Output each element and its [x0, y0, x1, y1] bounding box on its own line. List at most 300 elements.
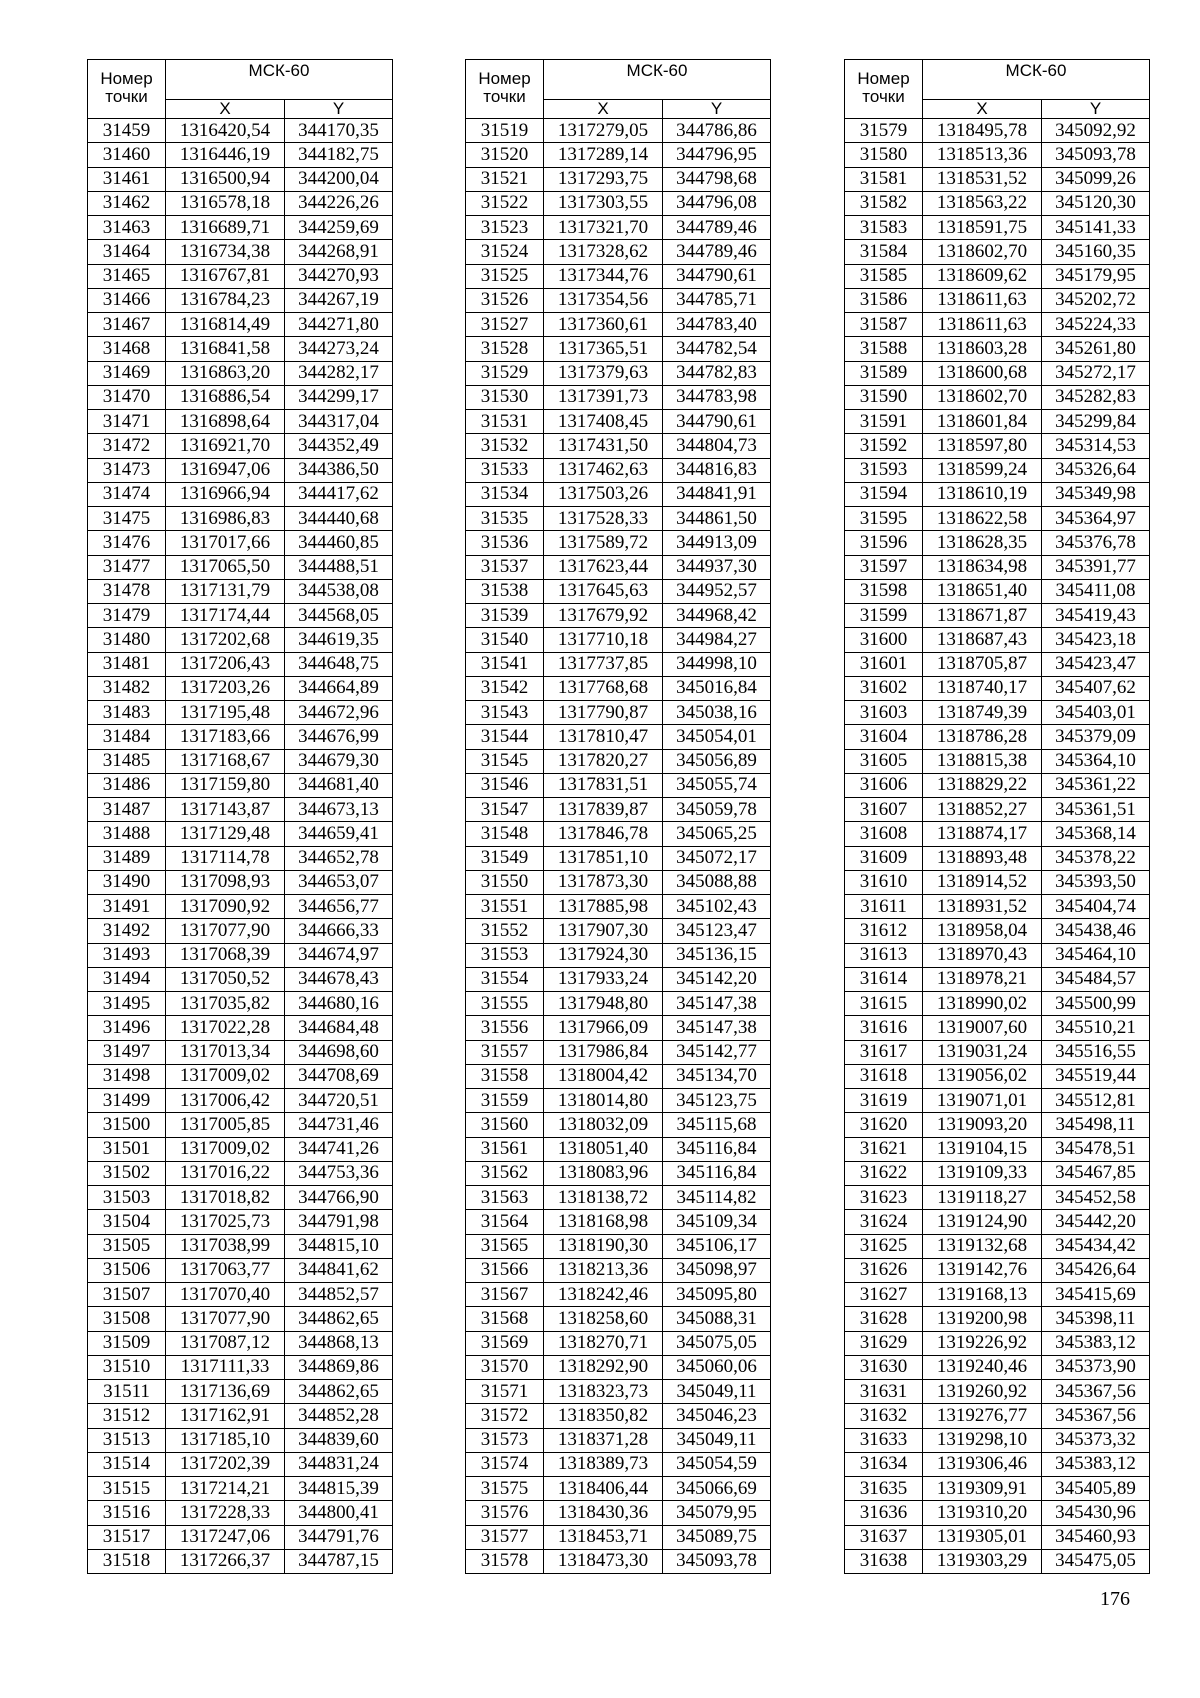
- table-row: [88, 1283, 393, 1307]
- y-coordinate-cell: 345383,12: [1042, 1331, 1150, 1355]
- y-coordinate-cell: 345314,53: [1042, 434, 1150, 458]
- table-row: [845, 1089, 1150, 1113]
- point-number-cell: 31536: [466, 531, 544, 555]
- y-coordinate-cell: 345510,21: [1042, 1016, 1150, 1040]
- coordinate-system-header: МСК-60: [544, 60, 771, 100]
- point-number-cell: 31578: [466, 1549, 544, 1573]
- point-number-cell: 31592: [845, 434, 923, 458]
- x-coordinate-cell: 1317131,79: [166, 579, 285, 603]
- y-coordinate-cell: 345059,78: [663, 798, 771, 822]
- point-number-cell: 31542: [466, 676, 544, 700]
- y-coordinate-cell: 344659,41: [285, 822, 393, 846]
- y-coordinate-cell: 345373,90: [1042, 1355, 1150, 1379]
- table-row: [466, 579, 771, 603]
- table-row: [845, 919, 1150, 943]
- table-row: [88, 1186, 393, 1210]
- x-coordinate-cell: 1318970,43: [923, 943, 1042, 967]
- point-number-cell: 31520: [466, 143, 544, 167]
- point-number-cell: 31573: [466, 1428, 544, 1452]
- point-number-cell: 31595: [845, 507, 923, 531]
- table-row: [88, 749, 393, 773]
- x-coordinate-cell: 1317710,18: [544, 628, 663, 652]
- table-row: [845, 119, 1150, 143]
- point-number-cell: 31466: [88, 288, 166, 312]
- y-coordinate-cell: 344791,98: [285, 1210, 393, 1234]
- point-number-cell: 31527: [466, 313, 544, 337]
- y-coordinate-cell: 345142,77: [663, 1040, 771, 1064]
- point-number-cell: 31601: [845, 652, 923, 676]
- table-row: [845, 1404, 1150, 1428]
- x-coordinate-cell: 1318611,63: [923, 313, 1042, 337]
- x-coordinate-cell: 1316886,54: [166, 385, 285, 409]
- x-coordinate-cell: 1318601,84: [923, 410, 1042, 434]
- x-coordinate-cell: 1318350,82: [544, 1404, 663, 1428]
- point-number-cell: 31525: [466, 264, 544, 288]
- x-coordinate-cell: 1316784,23: [166, 288, 285, 312]
- x-coordinate-cell: 1319309,91: [923, 1477, 1042, 1501]
- y-coordinate-cell: 344789,46: [663, 216, 771, 240]
- y-coordinate-cell: 344226,26: [285, 191, 393, 215]
- point-number-cell: 31469: [88, 361, 166, 385]
- y-coordinate-cell: 345179,95: [1042, 264, 1150, 288]
- table-row: [466, 652, 771, 676]
- y-coordinate-cell: 345038,16: [663, 701, 771, 725]
- x-coordinate-cell: 1317360,61: [544, 313, 663, 337]
- x-coordinate-cell: 1317077,90: [166, 1307, 285, 1331]
- y-coordinate-cell: 345123,75: [663, 1089, 771, 1113]
- y-coordinate-cell: 345115,68: [663, 1113, 771, 1137]
- point-number-cell: 31562: [466, 1161, 544, 1185]
- table-row: [466, 434, 771, 458]
- point-number-cell: 31492: [88, 919, 166, 943]
- x-coordinate-cell: 1317136,69: [166, 1380, 285, 1404]
- y-coordinate-cell: 344273,24: [285, 337, 393, 361]
- x-coordinate-cell: 1317202,39: [166, 1452, 285, 1476]
- y-coordinate-cell: 345224,33: [1042, 313, 1150, 337]
- x-coordinate-cell: 1317065,50: [166, 555, 285, 579]
- x-coordinate-cell: 1316446,19: [166, 143, 285, 167]
- table-row: [845, 1307, 1150, 1331]
- point-number-cell: 31609: [845, 846, 923, 870]
- table-row: [466, 240, 771, 264]
- table-row: [845, 579, 1150, 603]
- x-coordinate-cell: 1318051,40: [544, 1137, 663, 1161]
- point-number-cell: 31547: [466, 798, 544, 822]
- x-coordinate-cell: 1317645,63: [544, 579, 663, 603]
- point-number-cell: 31526: [466, 288, 544, 312]
- x-coordinate-cell: 1319104,15: [923, 1137, 1042, 1161]
- y-coordinate-cell: 345411,08: [1042, 579, 1150, 603]
- point-number-cell: 31596: [845, 531, 923, 555]
- x-coordinate-cell: 1316814,49: [166, 313, 285, 337]
- table-row: [845, 1549, 1150, 1573]
- point-number-cell: 31546: [466, 773, 544, 797]
- point-number-cell: 31603: [845, 701, 923, 725]
- x-coordinate-cell: 1316578,18: [166, 191, 285, 215]
- table-row: [466, 1161, 771, 1185]
- point-number-cell: 31537: [466, 555, 544, 579]
- y-coordinate-cell: 344708,69: [285, 1064, 393, 1088]
- x-coordinate-cell: 1317228,33: [166, 1501, 285, 1525]
- x-coordinate-cell: 1317344,76: [544, 264, 663, 288]
- y-coordinate-cell: 344352,49: [285, 434, 393, 458]
- table-row: [466, 1380, 771, 1404]
- point-number-cell: 31489: [88, 846, 166, 870]
- y-coordinate-cell: 344913,09: [663, 531, 771, 555]
- x-coordinate-cell: 1317623,44: [544, 555, 663, 579]
- y-header: Y: [1042, 100, 1150, 119]
- y-coordinate-cell: 344868,13: [285, 1331, 393, 1355]
- x-coordinate-cell: 1317009,02: [166, 1137, 285, 1161]
- y-coordinate-cell: 344417,62: [285, 482, 393, 506]
- table-row: [88, 1040, 393, 1064]
- point-number-cell: 31628: [845, 1307, 923, 1331]
- y-coordinate-cell: 344680,16: [285, 992, 393, 1016]
- y-coordinate-cell: 345364,97: [1042, 507, 1150, 531]
- point-number-cell: 31515: [88, 1477, 166, 1501]
- table-row: [845, 143, 1150, 167]
- table-row: [845, 288, 1150, 312]
- point-number-cell: 31471: [88, 410, 166, 434]
- y-coordinate-cell: 344782,54: [663, 337, 771, 361]
- table-row: [466, 1234, 771, 1258]
- y-coordinate-cell: 345512,81: [1042, 1089, 1150, 1113]
- y-coordinate-cell: 345393,50: [1042, 870, 1150, 894]
- x-coordinate-cell: 1316500,94: [166, 167, 285, 191]
- y-coordinate-cell: 345093,78: [663, 1549, 771, 1573]
- y-coordinate-cell: 345060,06: [663, 1355, 771, 1379]
- point-number-cell: 31484: [88, 725, 166, 749]
- table-row: [845, 531, 1150, 555]
- table-row: [466, 919, 771, 943]
- x-coordinate-cell: 1319056,02: [923, 1064, 1042, 1088]
- point-number-cell: 31524: [466, 240, 544, 264]
- point-number-cell: 31540: [466, 628, 544, 652]
- table-row: [88, 531, 393, 555]
- table-row: [88, 1210, 393, 1234]
- point-number-cell: 31614: [845, 967, 923, 991]
- y-coordinate-cell: 345407,62: [1042, 676, 1150, 700]
- point-number-cell: 31500: [88, 1113, 166, 1137]
- x-coordinate-cell: 1319142,76: [923, 1258, 1042, 1282]
- x-coordinate-cell: 1317159,80: [166, 773, 285, 797]
- table-row: [466, 167, 771, 191]
- table-row: [845, 1186, 1150, 1210]
- table-row: [88, 264, 393, 288]
- table-row: [88, 410, 393, 434]
- table-row: [466, 1307, 771, 1331]
- point-number-cell: 31633: [845, 1428, 923, 1452]
- point-number-cell: 31636: [845, 1501, 923, 1525]
- point-number-cell: 31572: [466, 1404, 544, 1428]
- table-row: [845, 361, 1150, 385]
- y-coordinate-cell: 344831,24: [285, 1452, 393, 1476]
- x-coordinate-cell: 1316986,83: [166, 507, 285, 531]
- y-coordinate-cell: 345498,11: [1042, 1113, 1150, 1137]
- x-coordinate-cell: 1318389,73: [544, 1452, 663, 1476]
- table-row: [466, 1210, 771, 1234]
- point-number-cell: 31513: [88, 1428, 166, 1452]
- x-coordinate-cell: 1319260,92: [923, 1380, 1042, 1404]
- x-coordinate-cell: 1318931,52: [923, 895, 1042, 919]
- point-number-cell: 31530: [466, 385, 544, 409]
- table-row: [88, 1064, 393, 1088]
- table-row: [466, 482, 771, 506]
- y-coordinate-cell: 344317,04: [285, 410, 393, 434]
- table-row: [88, 870, 393, 894]
- point-number-cell: 31463: [88, 216, 166, 240]
- x-coordinate-cell: 1317035,82: [166, 992, 285, 1016]
- point-number-cell: 31623: [845, 1186, 923, 1210]
- y-coordinate-cell: 344488,51: [285, 555, 393, 579]
- y-coordinate-cell: 345054,59: [663, 1452, 771, 1476]
- y-coordinate-cell: 344267,19: [285, 288, 393, 312]
- x-coordinate-cell: 1317790,87: [544, 701, 663, 725]
- y-coordinate-cell: 345478,51: [1042, 1137, 1150, 1161]
- point-number-cell: 31534: [466, 482, 544, 506]
- table-row: [466, 1258, 771, 1282]
- point-number-cell: 31620: [845, 1113, 923, 1137]
- table-row: [466, 288, 771, 312]
- x-coordinate-cell: 1317831,51: [544, 773, 663, 797]
- y-coordinate-cell: 344984,27: [663, 628, 771, 652]
- x-coordinate-cell: 1318563,22: [923, 191, 1042, 215]
- y-coordinate-cell: 345088,88: [663, 870, 771, 894]
- y-coordinate-cell: 345056,89: [663, 749, 771, 773]
- y-coordinate-cell: 345116,84: [663, 1137, 771, 1161]
- table-row: [88, 119, 393, 143]
- y-coordinate-cell: 345367,56: [1042, 1404, 1150, 1428]
- table-row: [845, 798, 1150, 822]
- x-coordinate-cell: 1318634,98: [923, 555, 1042, 579]
- point-number-cell: 31587: [845, 313, 923, 337]
- table-row: [88, 1258, 393, 1282]
- y-coordinate-cell: 345423,47: [1042, 652, 1150, 676]
- table-row: [466, 191, 771, 215]
- point-number-cell: 31591: [845, 410, 923, 434]
- x-coordinate-cell: 1317379,63: [544, 361, 663, 385]
- table-row: [88, 1549, 393, 1573]
- point-number-cell: 31631: [845, 1380, 923, 1404]
- point-number-cell: 31532: [466, 434, 544, 458]
- table-row: [88, 507, 393, 531]
- table-row: [466, 1525, 771, 1549]
- y-coordinate-cell: 345376,78: [1042, 531, 1150, 555]
- table-row: [88, 458, 393, 482]
- table-row: [88, 943, 393, 967]
- point-number-cell: 31619: [845, 1089, 923, 1113]
- point-number-cell: 31507: [88, 1283, 166, 1307]
- y-coordinate-cell: 344652,78: [285, 846, 393, 870]
- y-coordinate-cell: 344861,50: [663, 507, 771, 531]
- point-number-cell: 31491: [88, 895, 166, 919]
- y-coordinate-cell: 344804,73: [663, 434, 771, 458]
- coordinates-table-1: [87, 59, 393, 1574]
- point-number-cell: 31635: [845, 1477, 923, 1501]
- coordinates-table-2: [465, 59, 771, 1574]
- table-row: [466, 313, 771, 337]
- x-coordinate-cell: 1318687,43: [923, 628, 1042, 652]
- x-coordinate-cell: 1318628,35: [923, 531, 1042, 555]
- y-coordinate-cell: 345099,26: [1042, 167, 1150, 191]
- table-row: [466, 1064, 771, 1088]
- point-number-cell: 31501: [88, 1137, 166, 1161]
- point-number-cell: 31589: [845, 361, 923, 385]
- y-coordinate-cell: 345106,17: [663, 1234, 771, 1258]
- x-coordinate-cell: 1319168,13: [923, 1283, 1042, 1307]
- y-coordinate-cell: 345066,69: [663, 1477, 771, 1501]
- y-coordinate-cell: 344678,43: [285, 967, 393, 991]
- x-coordinate-cell: 1317009,02: [166, 1064, 285, 1088]
- table-row: [88, 1331, 393, 1355]
- table-row: [88, 579, 393, 603]
- y-coordinate-cell: 344787,15: [285, 1549, 393, 1573]
- point-number-cell: 31504: [88, 1210, 166, 1234]
- x-coordinate-cell: 1317321,70: [544, 216, 663, 240]
- table-row: [845, 967, 1150, 991]
- x-coordinate-cell: 1316734,38: [166, 240, 285, 264]
- point-number-cell: 31508: [88, 1307, 166, 1331]
- y-coordinate-cell: 345141,33: [1042, 216, 1150, 240]
- y-coordinate-cell: 345109,34: [663, 1210, 771, 1234]
- x-header: X: [923, 100, 1042, 119]
- table-row: [466, 1283, 771, 1307]
- x-coordinate-cell: 1318531,52: [923, 167, 1042, 191]
- x-coordinate-cell: 1319109,33: [923, 1161, 1042, 1185]
- table-row: [466, 967, 771, 991]
- table-row: [466, 846, 771, 870]
- x-coordinate-cell: 1318292,90: [544, 1355, 663, 1379]
- table-row: [466, 1477, 771, 1501]
- table-row: [845, 846, 1150, 870]
- x-coordinate-cell: 1317354,56: [544, 288, 663, 312]
- y-coordinate-cell: 344656,77: [285, 895, 393, 919]
- y-coordinate-cell: 345116,84: [663, 1161, 771, 1185]
- y-coordinate-cell: 345089,75: [663, 1525, 771, 1549]
- table-row: [466, 385, 771, 409]
- y-coordinate-cell: 344782,83: [663, 361, 771, 385]
- table-row: [88, 895, 393, 919]
- y-coordinate-cell: 345123,47: [663, 919, 771, 943]
- point-number-cell: 31499: [88, 1089, 166, 1113]
- y-coordinate-cell: 345442,20: [1042, 1210, 1150, 1234]
- table-row: [88, 1452, 393, 1476]
- table-row: [845, 1477, 1150, 1501]
- y-header: Y: [285, 100, 393, 119]
- point-number-cell: 31602: [845, 676, 923, 700]
- table-row: [466, 798, 771, 822]
- y-coordinate-cell: 345092,92: [1042, 119, 1150, 143]
- x-coordinate-cell: 1317266,37: [166, 1549, 285, 1573]
- table-row: [88, 1113, 393, 1137]
- point-number-cell: 31634: [845, 1452, 923, 1476]
- table-row: [466, 143, 771, 167]
- y-coordinate-cell: 345452,58: [1042, 1186, 1150, 1210]
- x-coordinate-cell: 1317077,90: [166, 919, 285, 943]
- x-coordinate-cell: 1317013,34: [166, 1040, 285, 1064]
- y-coordinate-cell: 344386,50: [285, 458, 393, 482]
- x-coordinate-cell: 1317986,84: [544, 1040, 663, 1064]
- y-coordinate-cell: 345095,80: [663, 1283, 771, 1307]
- point-number-cell: 31465: [88, 264, 166, 288]
- table-row: [466, 458, 771, 482]
- y-coordinate-cell: 344200,04: [285, 167, 393, 191]
- table-row: [845, 1064, 1150, 1088]
- y-coordinate-cell: 344841,91: [663, 482, 771, 506]
- point-number-cell: 31615: [845, 992, 923, 1016]
- table-row: [466, 1549, 771, 1573]
- y-coordinate-cell: 345364,10: [1042, 749, 1150, 773]
- x-coordinate-cell: 1317885,98: [544, 895, 663, 919]
- point-number-cell: 31575: [466, 1477, 544, 1501]
- x-coordinate-cell: 1318749,39: [923, 701, 1042, 725]
- table-row: [466, 216, 771, 240]
- y-coordinate-cell: 344796,08: [663, 191, 771, 215]
- point-number-cell: 31584: [845, 240, 923, 264]
- point-number-cell: 31599: [845, 604, 923, 628]
- table-row: [88, 725, 393, 749]
- point-number-cell: 31638: [845, 1549, 923, 1573]
- table-row: [88, 191, 393, 215]
- x-coordinate-cell: 1318213,36: [544, 1258, 663, 1282]
- y-coordinate-cell: 344259,69: [285, 216, 393, 240]
- point-number-cell: 31637: [845, 1525, 923, 1549]
- y-coordinate-cell: 345426,64: [1042, 1258, 1150, 1282]
- y-coordinate-cell: 344666,33: [285, 919, 393, 943]
- y-coordinate-cell: 345438,46: [1042, 919, 1150, 943]
- table-row: [845, 337, 1150, 361]
- y-coordinate-cell: 344783,98: [663, 385, 771, 409]
- point-number-cell: 31473: [88, 458, 166, 482]
- y-coordinate-cell: 345202,72: [1042, 288, 1150, 312]
- table-row: [466, 676, 771, 700]
- y-coordinate-cell: 345484,57: [1042, 967, 1150, 991]
- table-row: [88, 676, 393, 700]
- point-number-cell: 31462: [88, 191, 166, 215]
- x-coordinate-cell: 1317924,30: [544, 943, 663, 967]
- x-coordinate-cell: 1317293,75: [544, 167, 663, 191]
- point-number-cell: 31566: [466, 1258, 544, 1282]
- table-row: [845, 1040, 1150, 1064]
- point-number-cell: 31485: [88, 749, 166, 773]
- y-coordinate-cell: 344968,42: [663, 604, 771, 628]
- x-coordinate-cell: 1318591,75: [923, 216, 1042, 240]
- point-number-cell: 31577: [466, 1525, 544, 1549]
- x-coordinate-cell: 1317206,43: [166, 652, 285, 676]
- point-number-cell: 31480: [88, 628, 166, 652]
- table-row: [88, 1525, 393, 1549]
- y-coordinate-cell: 345142,20: [663, 967, 771, 991]
- table-row: [845, 555, 1150, 579]
- table-row: [845, 1283, 1150, 1307]
- point-number-cell: 31505: [88, 1234, 166, 1258]
- table-row: [466, 1186, 771, 1210]
- point-number-cell: 31523: [466, 216, 544, 240]
- table-row: [845, 943, 1150, 967]
- y-coordinate-cell: 345405,89: [1042, 1477, 1150, 1501]
- y-coordinate-cell: 345049,11: [663, 1428, 771, 1452]
- y-coordinate-cell: 345261,80: [1042, 337, 1150, 361]
- point-number-cell: 31496: [88, 1016, 166, 1040]
- table-row: [466, 943, 771, 967]
- table-row: [845, 264, 1150, 288]
- table-row: [88, 143, 393, 167]
- table-row: [845, 1428, 1150, 1452]
- x-coordinate-cell: 1317195,48: [166, 701, 285, 725]
- table-row: [845, 1234, 1150, 1258]
- x-header: X: [166, 100, 285, 119]
- x-coordinate-cell: 1317408,45: [544, 410, 663, 434]
